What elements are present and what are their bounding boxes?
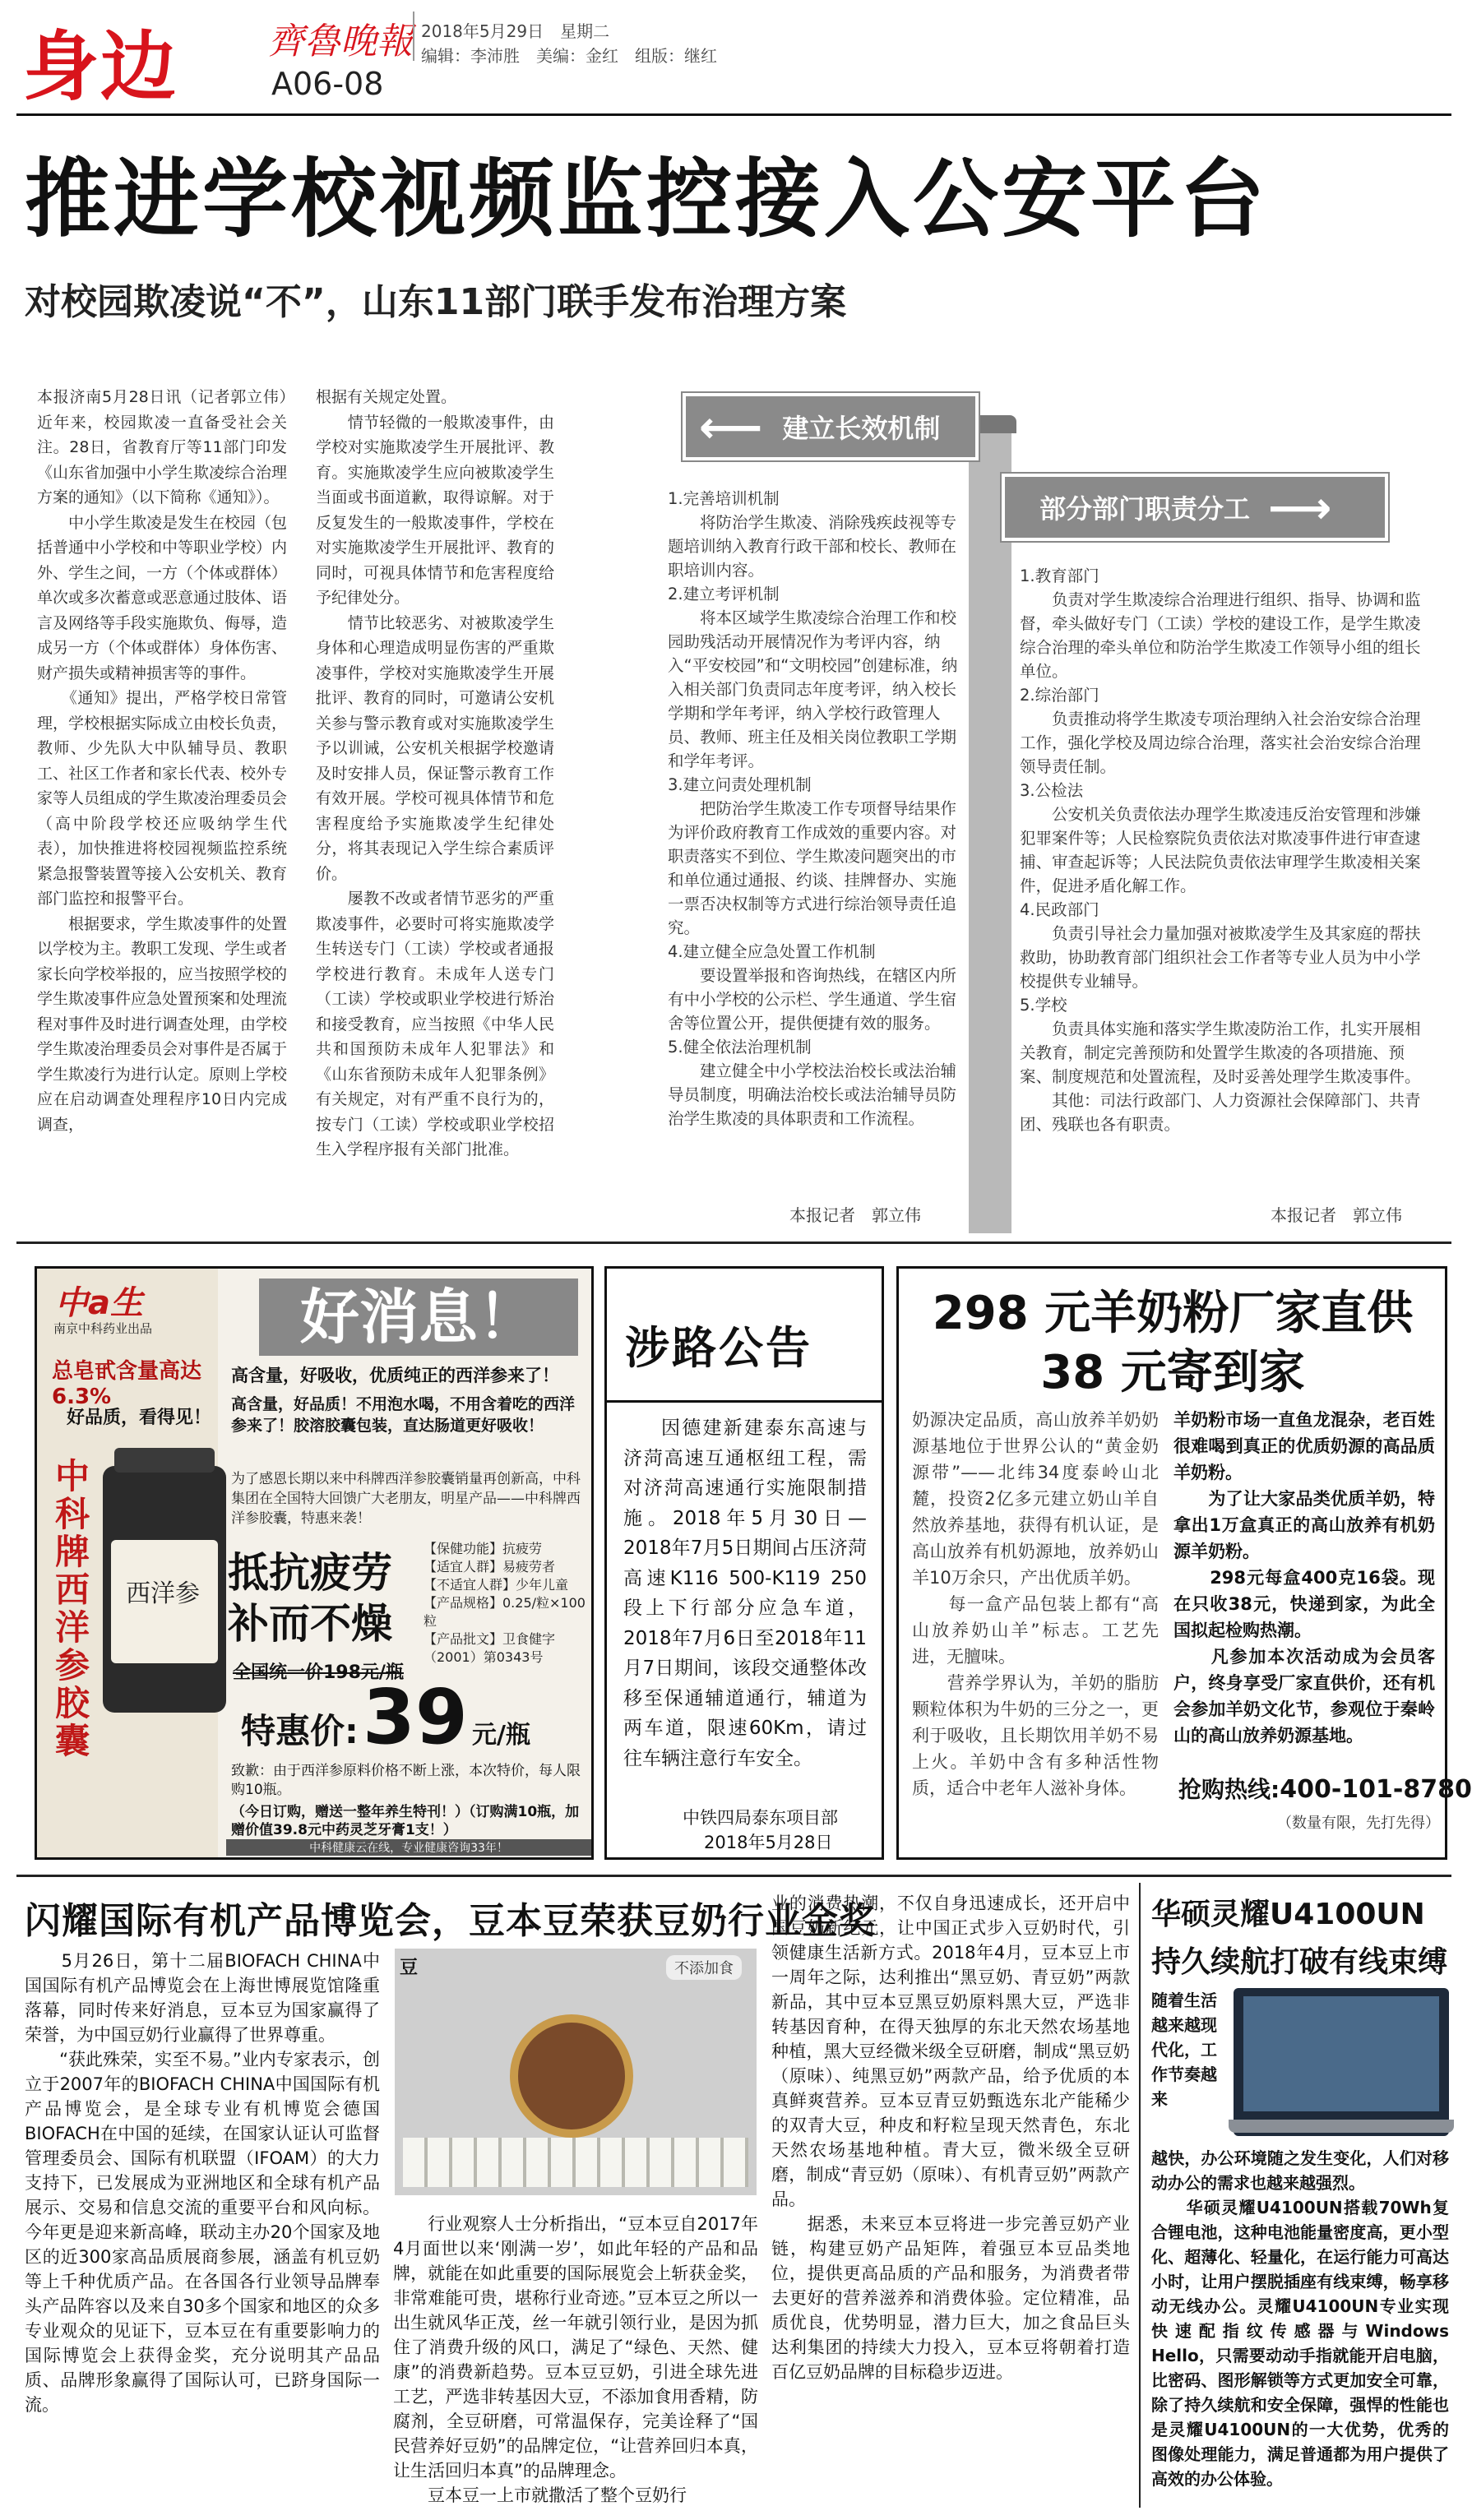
headline-title: 推进学校视频监控接入公安平台 [25,149,1269,249]
paper-logo: 齊魯晚報 [268,21,413,62]
ad-spec: 【保健功能】抗疲劳 【适宜人群】易疲劳者 【不适宜人群】少年儿童 【产品规格】0.25/粒×100粒 【产品批文】卫食健字（2001）第0343号 [424,1541,586,1665]
price-block [241,1673,530,1761]
price: 39 [362,1673,468,1761]
price-label: 特惠价: [241,1711,359,1751]
road-body: 因德建新建泰东高速与济菏高速互通枢纽工程，需对济菏高速通行实施限制措施。2018年5月30日—2018年7月5日期间占压济菏高速K116 500-K119 250段上下行部分应急车道，2018年7月6日至2018年11月7日期间，该段交通整体改移至保通辅道通行，辅道为两车道，限速60Km，请过往车辆注意行车安全。 [623,1417,867,1769]
tofu-title: 闪耀国际有机产品博览会，豆本豆荣获豆奶行业金奖 [25,1900,876,1942]
soymilk-boxes-image [403,2138,748,2187]
duty-text: 1.教育部门 负责对学生欺凌综合治理进行组织、指导、协调和监督，牵头做好专门（工读）学校的建设工作，是学生欺凌综合治理的牵头单位和防治学生欺凌工作领导小组的组长单位。 2.综治部门 负责推动将学生欺凌专项治理纳入社会治安综合治理工作，强化学校及周边综合治理，落实社会治安综合治理领导责任制。 3.公检法 公安机关负责依法办理学生欺凌违反治安管理和涉嫌犯罪案件等；人民检察院负责依法对欺凌事件进行审查逮捕、审查起诉等；人民法院负责依法审理学生欺凌相关案件，促进矛盾化解工作。 4.民政部门 负责引导社会力量加强对被欺凌学生及其家庭的帮扶救助，协助教育部门组织社会工作者等专业人员为中小学校提供专业辅导。 5.学校 负责具体实施和落实学生欺凌防治工作，扎实开展相关教育，制定完善预防和处置学生欺凌的各项措施、预案、制度规范和处置流程，及时妥善处理学生欺凌事件。 其他：司法行政部门、人力资源社会保障部门、共青团、残联也各有职责。 [1020,566,1421,1134]
signpost-pole [969,428,1011,1233]
arrow-left-icon: ⟵ [699,400,763,453]
laptop-image [1234,1988,1449,2136]
masthead [0,0,1468,115]
sign-left-label: 建立长效机制 [782,413,941,444]
date: 2018年5月29日 [421,21,544,41]
milk-hotline [1178,1772,1472,1805]
milk-title-2: 38 元寄到家 [1040,1346,1305,1399]
milk-left-text: 奶源决定品质，高山放养羊奶奶源基地位于世界公认的“黄金奶源带”——北纬34度泰岭山北麓，投资2亿多元建立奶山羊自然放养基地，获得有机认证，是高山放养有机奶源地，放养奶山羊10万余只，产出优质羊奶。 每一盒产品包装上都有“高山放养奶山羊”标志。工艺先进，无膻味。 营养学界认为，羊奶的脂肪颗粒体积为牛奶的三分之一，更利于吸收，且长期饮用羊奶不易上火。羊奶中含有多种活性物质，适合中老年人滋补身体。 [912,1410,1159,1798]
maker: 南京中科药业出品 [53,1321,153,1336]
brand-logo: 中a生 [55,1284,143,1322]
tofu-photo-caption: 不添加食 [666,1955,742,1980]
ad-ginseng [35,1266,594,1860]
ad-note: 致歉：由于西洋参原料价格不断上涨，本次特价，每人限购10瓶。 [231,1763,581,1798]
tofu-col1: 5月26日，第十二届BIOFACH CHINA中国国际有机产品博览会在上海世博展览馆隆重落幕，同时传来好消息，豆本豆为国家赢得了荣誉，为中国豆奶行业赢得了世界尊重。 “获此殊荣，实至不易。”业内专家表示，创立于2007年的BIOFACH CHINA中国国际有机产品博览会，是全球专业有机博览会德国BIOFACH在中国的延续，在国家认证认可监督管理委员会、国际有机联盟（IFOAM）的大力支持下，已发展成为亚洲地区和全球有机产品展示、交易和信息交流的重要平台和风向标。今年更是迎来新高峰，联动主办20个国家及地区的近300家高品质展商参展，涵盖有机豆奶等上千种优质产品。在各国各行业领导品牌奉头产品阵容以及来自30多个国家和地区的众多专业观众的见证下，豆本豆在有重要影响力的国际博览会上获得金奖，充分说明其产品品质、品牌形象赢得了国际认可，已跻身国际一流。 [25,1951,380,2415]
asus-title-1: 华硕灵耀U4100UN [1151,1898,1425,1931]
hotline-label: 抢购热线: [1178,1776,1280,1803]
masthead-date [421,18,609,42]
product-name-vertical: 中科牌西洋参胶囊 [50,1458,90,1760]
price-unit: 元/瓶 [472,1721,530,1750]
road-date: 2018年5月28日 [704,1833,833,1852]
article-col2: 根据有关规定处置。 情节轻微的一般欺凌事件，由学校对实施欺凌学生开展批评、教育。实施欺凌学生应向被欺凌学生当面或书面道歉，取得谅解。对于反复发生的一般欺凌事件，学校在对实施欺凌学生开展批评、教育的同时，可视具体情节和危害程度给予纪律处分。 情节比较恶劣、对被欺凌学生身体和心理造成明显伤害的严重欺凌事件，学校对实施欺凌学生开展批评、教育的同时，可邀请公安机关参与警示教育或对实施欺凌学生予以训诫，公安机关根据学校邀请及时安排人员，保证警示教育工作有效开展。学校可视具体情节和危害程度给予实施欺凌学生纪律处分，将其表现记入学生综合素质评价。 屡教不改或者情节恶劣的严重欺凌事件，必要时可将实施欺凌学生转送专门（工读）学校或者通报学校进行教育。未成年人送专门（工读）学校或职业学校进行矫治和接受教育，应当按照《中华人民共和国预防未成年人犯罪法》和《山东省预防未成年人犯罪条例》有关规定，对有严重不良行为的，按专门（工读）学校或职业学校招生入学程序报有关部门批准。 [316,388,554,1158]
slogan-2: 补而不燥 [228,1600,392,1648]
page-code: A06-08 [271,66,384,102]
badge: 总皂甙含量高达6.3% [52,1359,202,1409]
asus-body: 越快，办公环境随之发生变化，人们对移动办公的需求也越来越强烈。 华硕灵耀U4100UN搭载70Wh复合锂电池，这种电池能量密度高，更小型化、超薄化、轻量化，在运行能力可高达小时，让用户摆脱插座有线束缚，畅享移动无线办公。灵耀U4100UN专业实现快速配指纹传感器与Windows Hello，只需要动动手指就能开启电脑，比密码、图形解锁等方式更加安全可靠，除了持久续航和安全保障，强悍的性能也是灵耀U4100UN的一大优势，优秀的图像处理能力，满足普通都为用户提供了高效的办公体验。 [1151,2148,1449,2489]
ad-copy2: 为了感恩长期以来中科牌西洋参胶囊销量再创新高，中科集团在全国特大回馈广大老朋友，明星产品——中科牌西洋参胶囊，特惠来袭！ [231,1471,581,1527]
sign-right [1002,474,1388,541]
award-plaque-image [510,2014,633,2138]
asus-body-top: 随着生活越来越现代化，工作节奏越来 [1151,1991,1217,2109]
mechanism-byline: 本报记者 郭立伟 [789,1205,921,1225]
arrow-right-icon: ⟶ [1268,481,1332,534]
tofu-photo [395,1949,757,2195]
duty-byline: 本报记者 郭立伟 [1271,1205,1402,1225]
hotline-number: 400-101-8780 [1280,1775,1472,1804]
tofu-col3: 业的消费热潮，不仅自身迅速成长，还开启中国豆奶新纪元，让中国正式步入豆奶时代，引领健康生活新方式。2018年4月，豆本豆上市一周年之际，达利推出“黑豆奶、青豆奶”两款新品，其中豆本豆黑豆奶原料黑大豆，严选非转基因育种，在得天独厚的东北天然农场基地种植，黑大豆经微米级全豆研磨，制成“黑豆奶（原味）、纯黑豆奶”两款产品，给予优质的本真鲜爽营养。豆本豆青豆奶甄选东北产能稀少的双青大豆，种皮和籽粒呈现天然青色，东北天然农场基地种植。青大豆，微米级全豆研磨，制成“青豆奶（原味）、有机青豆奶”两款产品。 据悉，未来豆本豆将进一步完善豆奶产业链，构建豆奶产品矩阵，着强豆本豆品类地位，提供更高品质的产品和服务，为消费者带去更好的营养滋养和消费体验。定位精准，品质优良，优势明显，潜力巨大，加之食品巨头达利集团的持续大力投入，豆本豆将朝着打造百亿豆奶品牌的目标稳步迈进。 [771,1893,1130,2382]
headline-subtitle: 对校园欺凌说“不”，山东11部门联手发布治理方案 [25,281,847,323]
article-col1: 本报济南5月28日讯（记者郭立伟） 近年来，校园欺凌一直备受社会关注。28日，省教育厅等11部门印发《山东省加强中小学生欺凌综合治理方案的通知》（以下简称《通知》）。 中小学生欺凌是发生在校园（包括普通中小学校和中等职业学校）内外、学生之间，一方（个体或群体）单次或多次蓄意或恶意通过肢体、语言及网络等手段实施欺负、侮辱，造成另一方（个体或群体）身体伤害、财产损失或精神损害等的事件。 《通知》提出，严格学校日常管理，学校根据实际成立由校长负责，教师、少先队大中队辅导员、教职工、社区工作者和家长代表、校外专家等人员组成的学生欺凌治理委员会（高中阶段学校还应吸纳学生代表），加快推进将校园视频监控系统紧急报警装置等接入公安机关、教育部门监控和报警平台。 根据要求，学生欺凌事件的处置以学校为主。教职工发现、学生或者家长向学校举报的，应当按照学校的学生欺凌事件应急处置预案和处理流程对事件及时进行调查处理，由学校学生欺凌治理委员会对事件是否属于学生欺凌行为进行认定。原则上学校应在启动调查处理程序10日内完成调查， [37,388,288,1134]
ad-offer: （今日订购，赠送一整年养生特刊！）（订购满10瓶，加赠价值39.8元中药灵芝牙膏1支！） [231,1804,580,1838]
ad-headline: 好消息！ [259,1278,578,1356]
tofu-photo-label: 豆 [400,1958,419,1978]
road-title: 涉路公告 [625,1322,812,1374]
good-taste: 好品质，看得见！ [67,1408,212,1428]
weekday: 星期二 [560,21,610,41]
ad-road [604,1266,884,1860]
sign-right-label: 部分部门职责分工 [1039,493,1251,525]
ad-footer: 中科健康云在线，专业健康咨询33年！ [226,1839,591,1856]
editors: 编辑：李沛胜 美编：金红 组版：继红 [421,46,717,66]
hotline-note: （数量有限，先打先得） [1277,1815,1440,1832]
mechanism-text: 1.完善培训机制 将防治学生欺凌、消除残疾歧视等专题培训纳入教育行政干部和校长、教师在职培训内容。 2.建立考评机制 将本区域学生欺凌综合治理工作和校园助残活动开展情况作为考评内容，纳入“平安校园”和“文明校园”创建标准，纳入相关部门负责同志年度考评，纳入校长学期和学年考评，纳入学校行政管理人员、教师、班主任及相关岗位教职工学期和学年考评。 3.建立问责处理机制 把防治学生欺凌工作专项督导结果作为评价政府教育工作成效的重要内容。对职责落实不到位、学生欺凌问题突出的市和单位通过通报、约谈、挂牌督办、实施一票否决权制等方式进行综治领导责任追究。 4.建立健全应急处置工作机制 要设置举报和咨询热线，在辖区内所有中小学校的公示栏、学生通道、学生宿舍等位置公开，提供便捷有效的服务。 5.健全依法治理机制 建立健全中小学校法治校长或法治辅导员制度，明确法治校长或法治辅导员防治学生欺凌的具体职责和工作流程。 [668,489,958,1128]
milk-right-text: 羊奶粉市场一直鱼龙混杂，老百姓很难喝到真正的优质奶源的高品质羊奶粉。 为了让大家品类优质羊奶，特拿出1万盒真正的高山放养有机奶源羊奶粉。 298元每盒400克16袋。现在只收38元，快递到家，为此全国拟起检购热潮。 凡参加本次活动成为会员客户，终身享受厂家直供价，还有机会参加羊奶文化节，参观位于秦岭山的高山放养奶源基地。 [1173,1410,1435,1746]
road-signer: 中铁四局泰东项目部 [683,1808,838,1828]
tofu-col2: 行业观察人士分析指出，“豆本豆自2017年4月面世以来‘刚满一岁’，如此年轻的产品和品牌，就能在如此重要的国际展览会上斩获金奖，非常难能可贵，堪称行业奇迹。”豆本豆之所以一出生就风华正茂，丝一年就引领行业，是因为抓住了消费升级的风口，满足了“绿色、天然、健康”的消费新趋势。豆本豆豆奶，引进全球先进工艺，严选非转基因大豆，不添加食用香精，防腐剂，全豆研磨，可常温保存，完美诠释了“国民营养好豆奶”的品牌定位，“让营养回归本真，让生活回归本真”的品牌理念。 豆本豆一上市就撒活了整个豆奶行 [393,2214,758,2505]
old-price: 全国统一价198元/瓶 [233,1662,404,1683]
slogan-1: 抵抗疲劳 [228,1549,392,1597]
ad-tagline: 高含量，好吸收，优质纯正的西洋参来了！ [231,1366,559,1385]
section-title: 身边 [23,22,178,111]
asus-title-2: 持久续航打破有线束缚 [1151,1945,1448,1979]
ad-copy1: 高含量，好品质！不用泡水喝，不用含着吃的西洋参来了！胶溶胶囊包装，直达肠道更好吸收！ [231,1395,576,1435]
milk-title-1: 298 元羊奶粉厂家直供 [932,1287,1414,1340]
ginseng-bottle-image: 西洋参 [103,1466,226,1713]
sign-left [683,393,979,460]
ad-milk [896,1266,1472,1860]
